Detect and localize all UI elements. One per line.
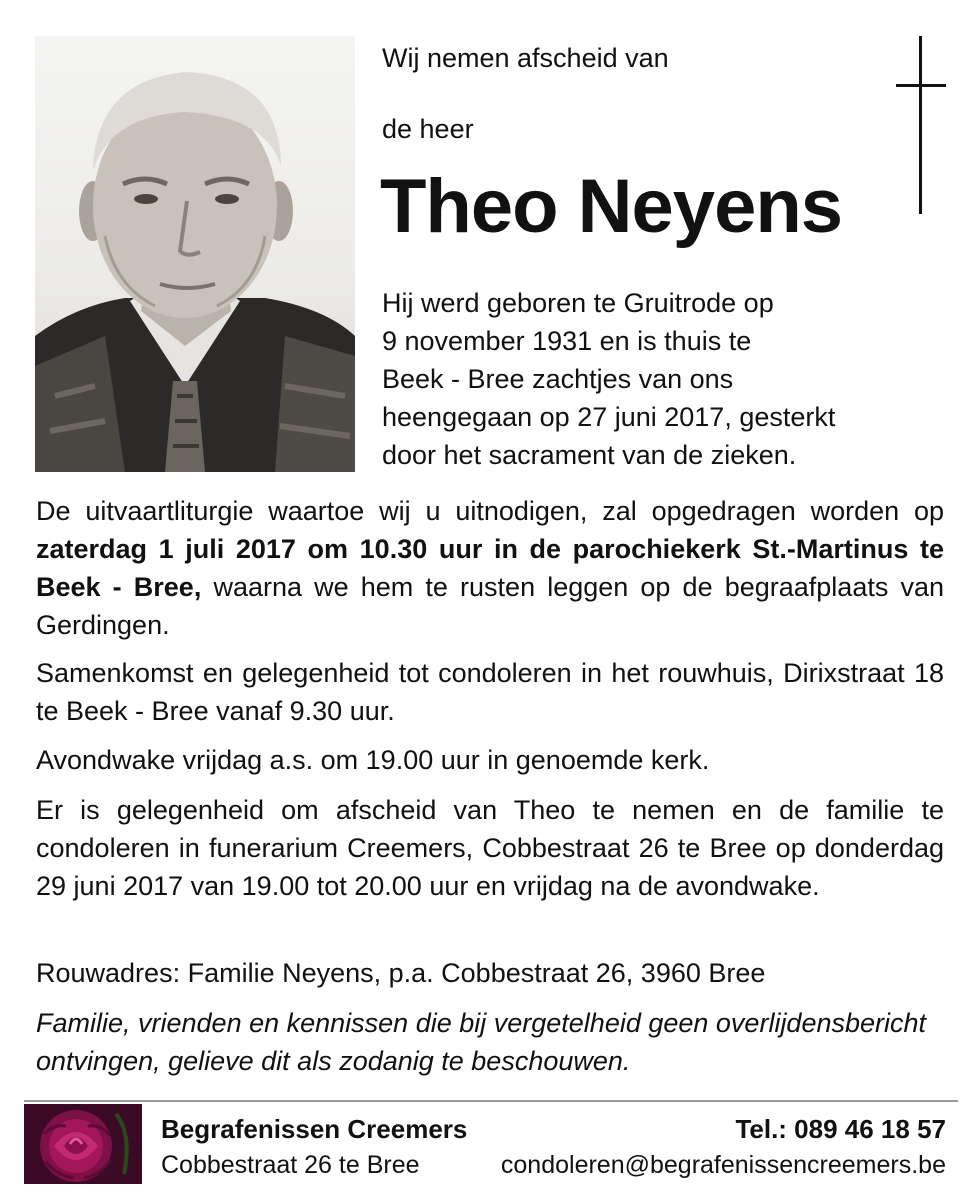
funeral-date-location: zaterdag 1 juli 2017 om 10.30 uur in de parochiekerk St.-Martinus te Beek - Bree,	[36, 534, 944, 602]
footer	[24, 1100, 958, 1188]
funeral-text-before: De uitvaartliturgie waartoe wij u uitnodigen, zal opgedragen worden op	[36, 496, 944, 526]
funeral-text-after: waarna we hem te rusten leggen op de begraafplaats van Gerdingen.	[36, 572, 944, 640]
bio-line: Hij werd geboren te Gruitrode op	[382, 288, 774, 318]
company-address: Cobbestraat 26 te Bree	[161, 1151, 420, 1179]
gathering-paragraph: Samenkomst en gelegenheid tot condoleren in het rouwhuis, Dirixstraat 18 te Beek - Bree vanaf 9.30 uur.	[36, 658, 944, 726]
portrait-illustration	[35, 36, 355, 472]
company-email[interactable]: condoleren@begrafenissencreemers.be	[500, 1151, 946, 1179]
portrait-photo	[35, 36, 355, 472]
company-phone: Tel.: 089 46 18 57	[735, 1114, 946, 1144]
intro-line-2: de heer	[382, 114, 474, 144]
cross-icon	[896, 36, 946, 214]
deceased-name: Theo Neyens	[380, 164, 843, 249]
intro-line-1: Wij nemen afscheid van	[382, 43, 669, 73]
funeral-paragraph	[36, 492, 944, 644]
biography	[382, 284, 882, 474]
vigil-paragraph: Avondwake vrijdag a.s. om 19.00 uur in genoemde kerk.	[36, 745, 710, 775]
farewell-paragraph: Er is gelegenheid om afscheid van Theo te nemen en de familie te condoleren in funerarium Creemers, Cobbestraat 26 te Bree op donderdag 29 juni 2017 van 19.00 tot 20.00 uur en vrijdag na de avondwake.	[36, 795, 944, 901]
rose-image	[24, 1104, 142, 1184]
bio-line: door het sacrament van de zieken.	[382, 440, 797, 470]
mourning-address: Rouwadres: Familie Neyens, p.a. Cobbestraat 26, 3960 Bree	[36, 958, 766, 988]
company-name: Begrafenissen Creemers	[161, 1114, 468, 1144]
bio-line: Beek - Bree zachtjes van ons	[382, 364, 734, 394]
rose-icon	[24, 1104, 142, 1184]
bio-line: 9 november 1931 en is thuis te	[382, 326, 752, 356]
bio-line: heengegaan op 27 juni 2017, gesterkt	[382, 402, 836, 432]
closing-note: Familie, vrienden en kennissen die bij vergetelheid geen overlijdensbericht ontvingen, gelieve dit als zodanig te beschouwen.	[36, 1008, 927, 1076]
